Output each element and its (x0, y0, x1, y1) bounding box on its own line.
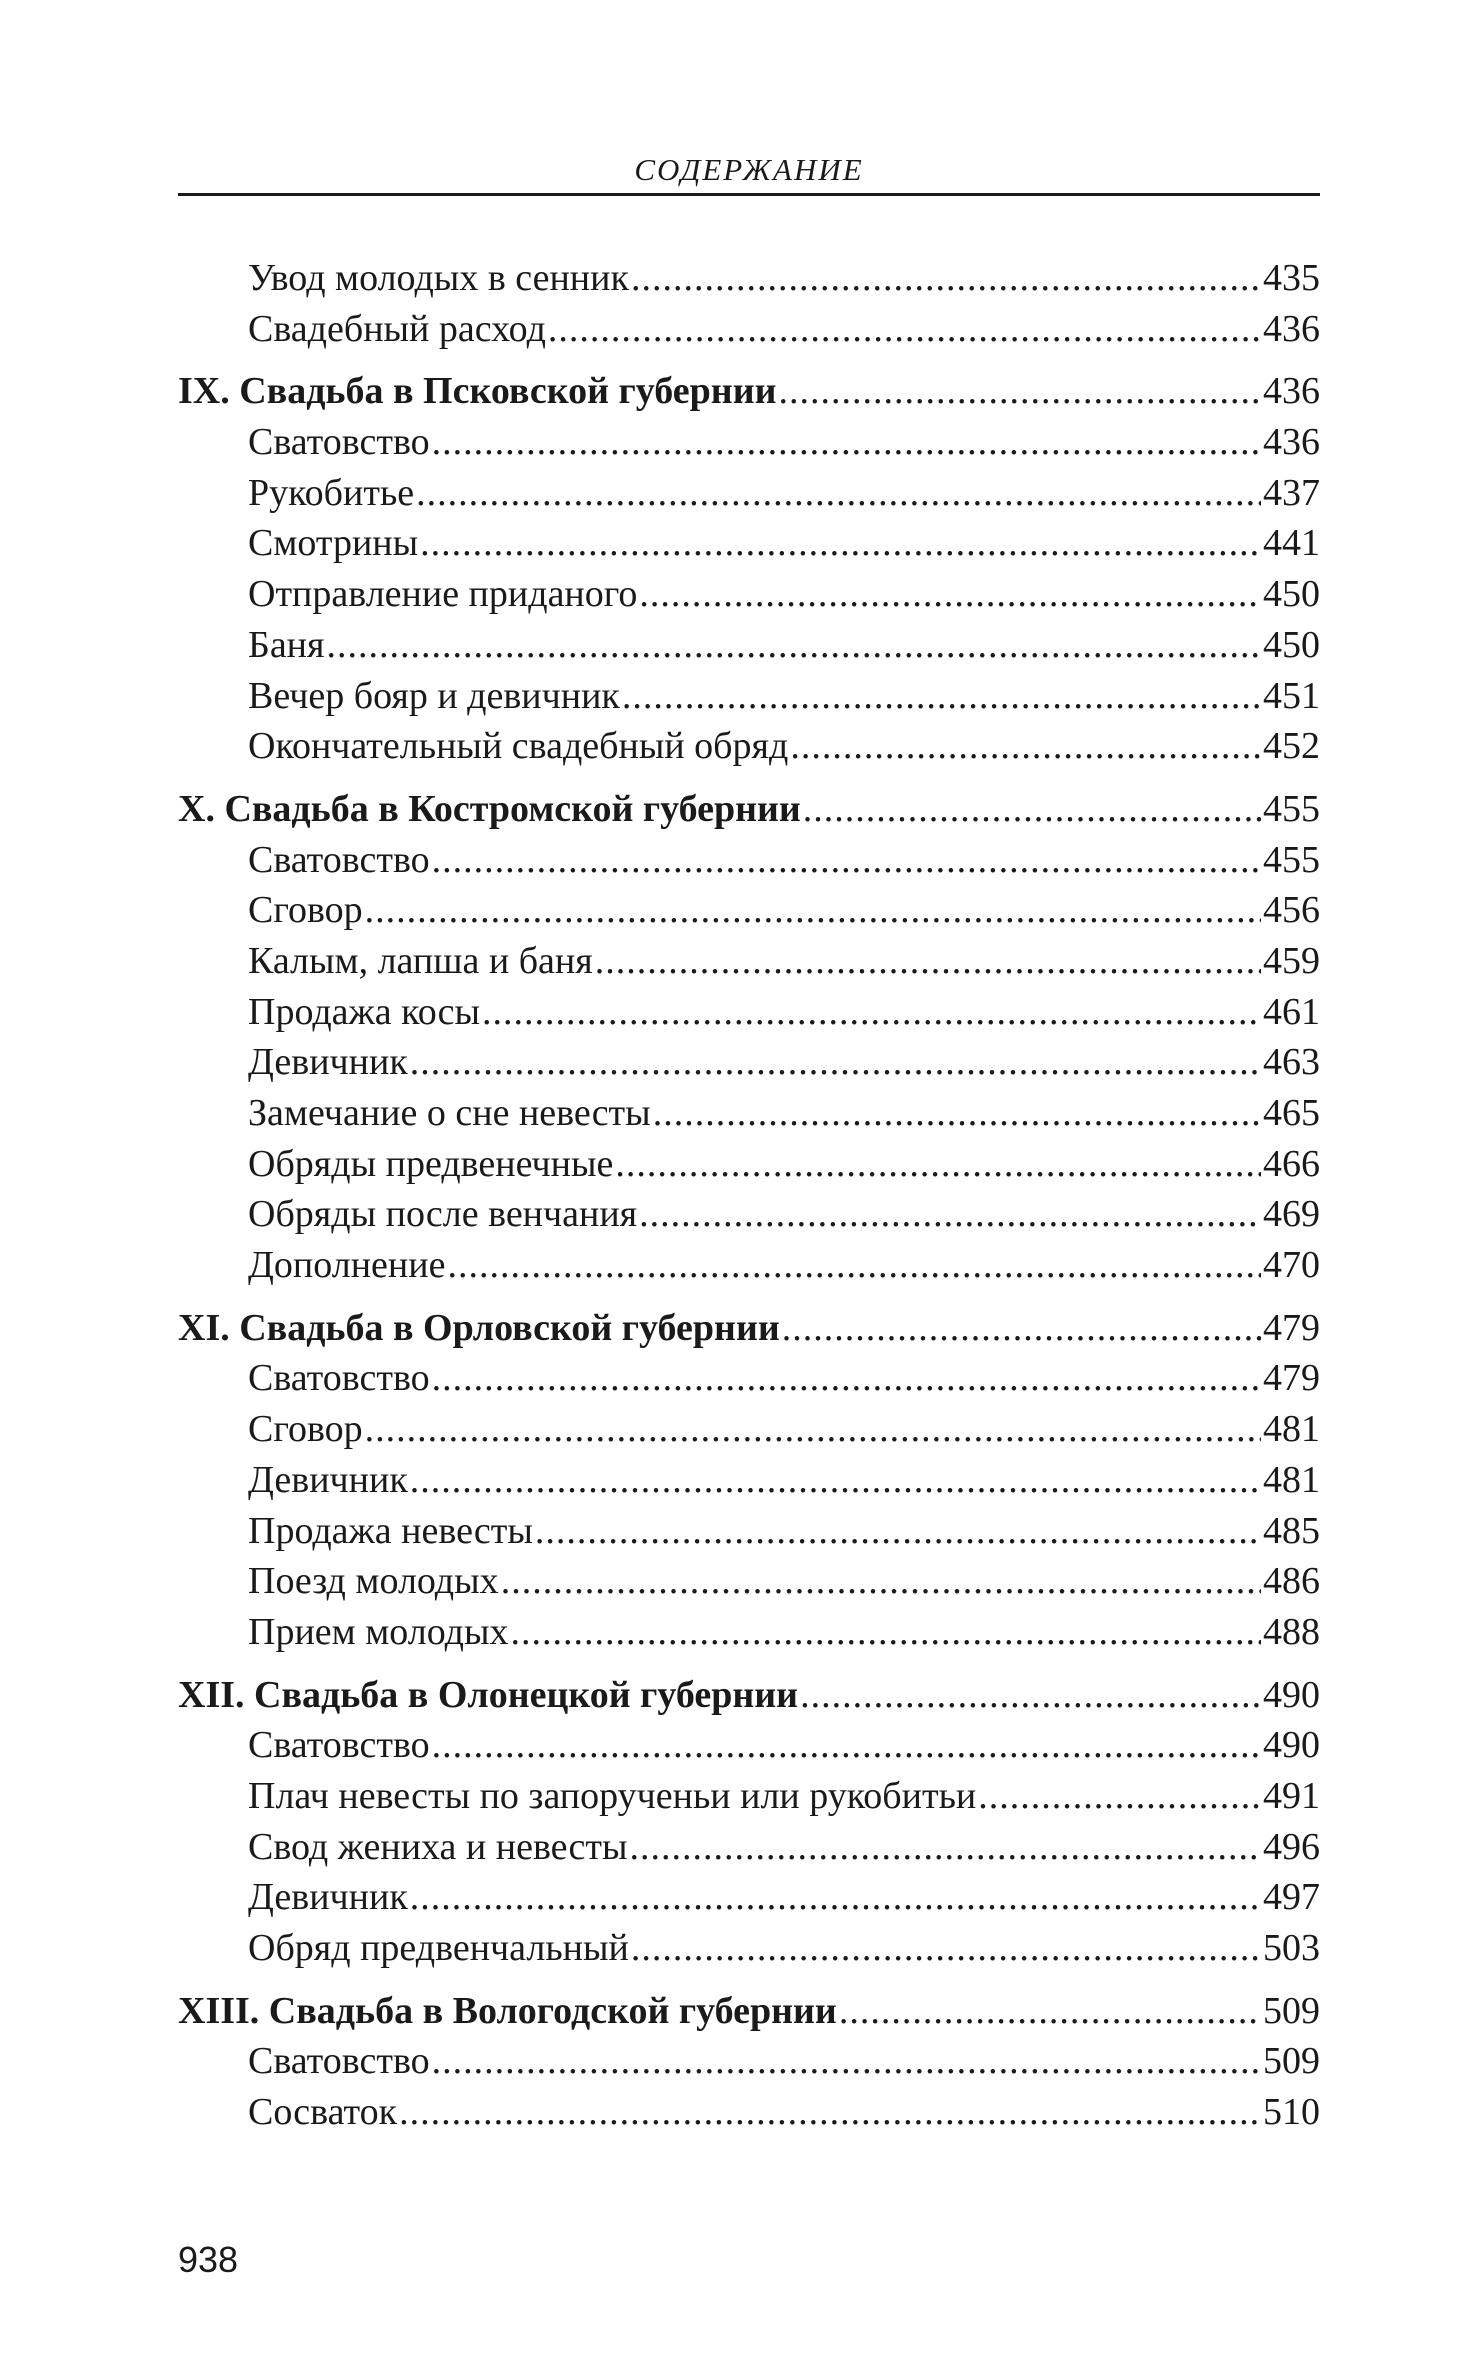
toc-section-entry (178, 1303, 1320, 1354)
toc-entry-title: Прием молодых (248, 1610, 509, 1653)
toc-entry-title: Обряды предвенечные (248, 1142, 614, 1185)
toc-page-number: 488 (1263, 1610, 1320, 1653)
dot-leader (365, 885, 1261, 936)
toc-entry (178, 1189, 1320, 1240)
dot-leader (622, 671, 1261, 722)
toc-page-number: 463 (1263, 1041, 1320, 1084)
dot-leader (410, 1037, 1261, 1088)
toc-page-number: 509 (1263, 1989, 1320, 2032)
dot-leader (416, 468, 1261, 519)
toc-entry-title: Свод жениха и невесты (248, 1825, 628, 1868)
dot-leader (778, 366, 1261, 417)
dot-leader (630, 1822, 1262, 1873)
toc-entry-title: Обряды после венчания (248, 1193, 638, 1236)
toc-entry (178, 417, 1320, 468)
toc-section-title: IX. Свадьба в Псковской губернии (178, 370, 777, 413)
dot-leader (432, 417, 1261, 468)
dot-leader (800, 1670, 1261, 1721)
toc-page-number: 452 (1263, 725, 1320, 768)
toc-page-number: 450 (1263, 623, 1320, 666)
toc-section-entry (178, 366, 1320, 417)
toc-page-number: 503 (1263, 1927, 1320, 1969)
toc-entry-title: Отправление приданого (248, 573, 638, 616)
toc-entry-title: Сватовство (248, 838, 430, 881)
toc-page-number: 436 (1263, 307, 1320, 350)
dot-leader (535, 1506, 1261, 1557)
toc-entry (178, 518, 1320, 569)
toc-entry (178, 2087, 1320, 2138)
dot-leader (420, 518, 1261, 569)
toc-entry (178, 468, 1320, 519)
toc-entry (178, 2036, 1320, 2087)
toc-entry-title: Плач невесты по запорученьи или рукобитьи (248, 1774, 977, 1817)
toc-entry-title: Девичник (248, 1876, 408, 1919)
dot-leader (432, 1353, 1261, 1404)
toc-page-number: 481 (1263, 1408, 1320, 1451)
toc-entry (178, 1923, 1320, 1974)
toc-entry-title: Сватовство (248, 1357, 430, 1400)
dot-leader (803, 784, 1261, 835)
toc-page-number: 459 (1263, 939, 1320, 982)
toc-entry (178, 569, 1320, 620)
toc-entry (178, 1088, 1320, 1139)
toc-entry-title: Продажа невесты (248, 1509, 533, 1552)
toc-page-number: 497 (1263, 1876, 1320, 1919)
toc-entry (178, 1771, 1320, 1822)
toc-entry (178, 1822, 1320, 1873)
toc-page-number: 465 (1263, 1092, 1320, 1134)
toc-entry-title: Обряд предвенчальный (248, 1927, 629, 1969)
toc-entry (178, 1607, 1320, 1658)
toc-entry-title: Сватовство (248, 1724, 430, 1767)
dot-leader (432, 835, 1261, 886)
toc-page-number: 441 (1263, 522, 1320, 565)
toc-page-number: 510 (1263, 2091, 1320, 2134)
toc-entry (178, 1872, 1320, 1923)
toc-section-title: X. Свадьба в Костромской губернии (178, 787, 801, 830)
toc-page-number: 456 (1263, 889, 1320, 932)
toc-page-number: 479 (1263, 1306, 1320, 1349)
toc-section-entry (178, 1670, 1320, 1721)
toc-entry-title: Увод молодых в сенник (248, 257, 629, 299)
dot-leader (447, 1240, 1261, 1291)
toc-page-number: 486 (1263, 1560, 1320, 1603)
toc-page-number: 461 (1263, 990, 1320, 1033)
toc-page-number: 469 (1263, 1193, 1320, 1236)
toc-page-number: 436 (1263, 421, 1320, 464)
dot-leader (639, 1189, 1261, 1240)
dot-leader (790, 721, 1261, 772)
toc-entry (178, 1404, 1320, 1455)
toc-entry-title: Рукобитье (248, 471, 415, 514)
dot-leader (615, 1139, 1261, 1190)
toc-entry (178, 1720, 1320, 1771)
toc-entry (178, 987, 1320, 1038)
dot-leader (510, 1607, 1261, 1658)
page-number: 938 (178, 2239, 239, 2280)
toc-page-number: 479 (1263, 1357, 1320, 1400)
toc-page-number: 435 (1263, 257, 1320, 299)
toc-page-number: 491 (1263, 1774, 1320, 1817)
toc-entry-title: Сватовство (248, 421, 430, 464)
toc-entry-title: Дополнение (248, 1244, 446, 1287)
toc-entry-title: Девичник (248, 1458, 408, 1501)
toc-entry-title: Смотрины (248, 522, 419, 565)
toc-entry (178, 304, 1320, 355)
toc-section-title: XIII. Свадьба в Вологодской губернии (178, 1989, 837, 2032)
toc-entry-title: Окончательный свадебный обряд (248, 725, 789, 768)
toc-page-number: 455 (1263, 838, 1320, 881)
toc-entry-title: Девичник (248, 1041, 408, 1084)
dot-leader (410, 1455, 1261, 1506)
dot-leader (631, 1923, 1261, 1974)
header-rule (178, 193, 1320, 196)
toc-entry-title: Сосваток (248, 2091, 398, 2134)
dot-leader (782, 1303, 1261, 1354)
toc-entry-title: Сватовство (248, 2040, 430, 2083)
toc-entry (178, 835, 1320, 886)
toc-entry-title: Свадебный расход (248, 307, 546, 350)
dot-leader (410, 1872, 1261, 1923)
running-title: СОДЕРЖАНИЕ (634, 152, 864, 187)
dot-leader (839, 1986, 1261, 2037)
toc-entry-title: Поезд молодых (248, 1560, 499, 1603)
toc-page-number: 490 (1263, 1724, 1320, 1767)
toc-page-number: 485 (1263, 1509, 1320, 1552)
toc-entry (178, 671, 1320, 722)
dot-leader (501, 1556, 1261, 1607)
toc-section-title: XII. Свадьба в Олонецкой губернии (178, 1673, 799, 1716)
toc-page-number: 451 (1263, 674, 1320, 717)
toc-entry (178, 1455, 1320, 1506)
toc-page-number: 450 (1263, 573, 1320, 616)
toc-page-number: 496 (1263, 1825, 1320, 1868)
toc-entry-title: Баня (248, 623, 325, 666)
toc-page-number: 455 (1263, 787, 1320, 830)
dot-leader (327, 620, 1261, 671)
toc-entry (178, 620, 1320, 671)
toc-entry (178, 721, 1320, 772)
toc-entry (178, 1240, 1320, 1291)
toc-page-number: 481 (1263, 1458, 1320, 1501)
toc-section-title: XI. Свадьба в Орловской губернии (178, 1306, 780, 1349)
dot-leader (548, 304, 1261, 355)
toc-entry (178, 253, 1320, 304)
toc-entry-title: Вечер бояр и девичник (248, 674, 620, 717)
dot-leader (482, 987, 1261, 1038)
toc-entry-title: Замечание о сне невесты (248, 1092, 651, 1134)
toc-entry (178, 885, 1320, 936)
dot-leader (978, 1771, 1261, 1822)
toc-page-number: 490 (1263, 1673, 1320, 1716)
toc-entry (178, 1353, 1320, 1404)
toc-entry-title: Продажа косы (248, 990, 481, 1033)
table-of-contents (178, 253, 1320, 2138)
toc-section-entry (178, 1986, 1320, 2037)
dot-leader (595, 936, 1261, 987)
toc-entry-title: Калым, лапша и баня (248, 939, 593, 982)
toc-entry (178, 1556, 1320, 1607)
toc-entry (178, 936, 1320, 987)
toc-section-entry (178, 784, 1320, 835)
toc-page-number: 466 (1263, 1142, 1320, 1185)
toc-entry-title: Сговор (248, 1408, 363, 1451)
toc-page-number: 509 (1263, 2040, 1320, 2083)
toc-entry-title: Сговор (248, 889, 363, 932)
dot-leader (365, 1404, 1261, 1455)
toc-page-number: 470 (1263, 1244, 1320, 1287)
dot-leader (399, 2087, 1261, 2138)
dot-leader (631, 253, 1261, 304)
dot-leader (653, 1088, 1261, 1139)
toc-entry (178, 1139, 1320, 1190)
dot-leader (639, 569, 1261, 620)
toc-entry (178, 1506, 1320, 1557)
dot-leader (432, 1720, 1261, 1771)
toc-entry (178, 1037, 1320, 1088)
toc-page-number: 437 (1263, 471, 1320, 514)
dot-leader (432, 2036, 1261, 2087)
toc-page-number: 436 (1263, 370, 1320, 413)
